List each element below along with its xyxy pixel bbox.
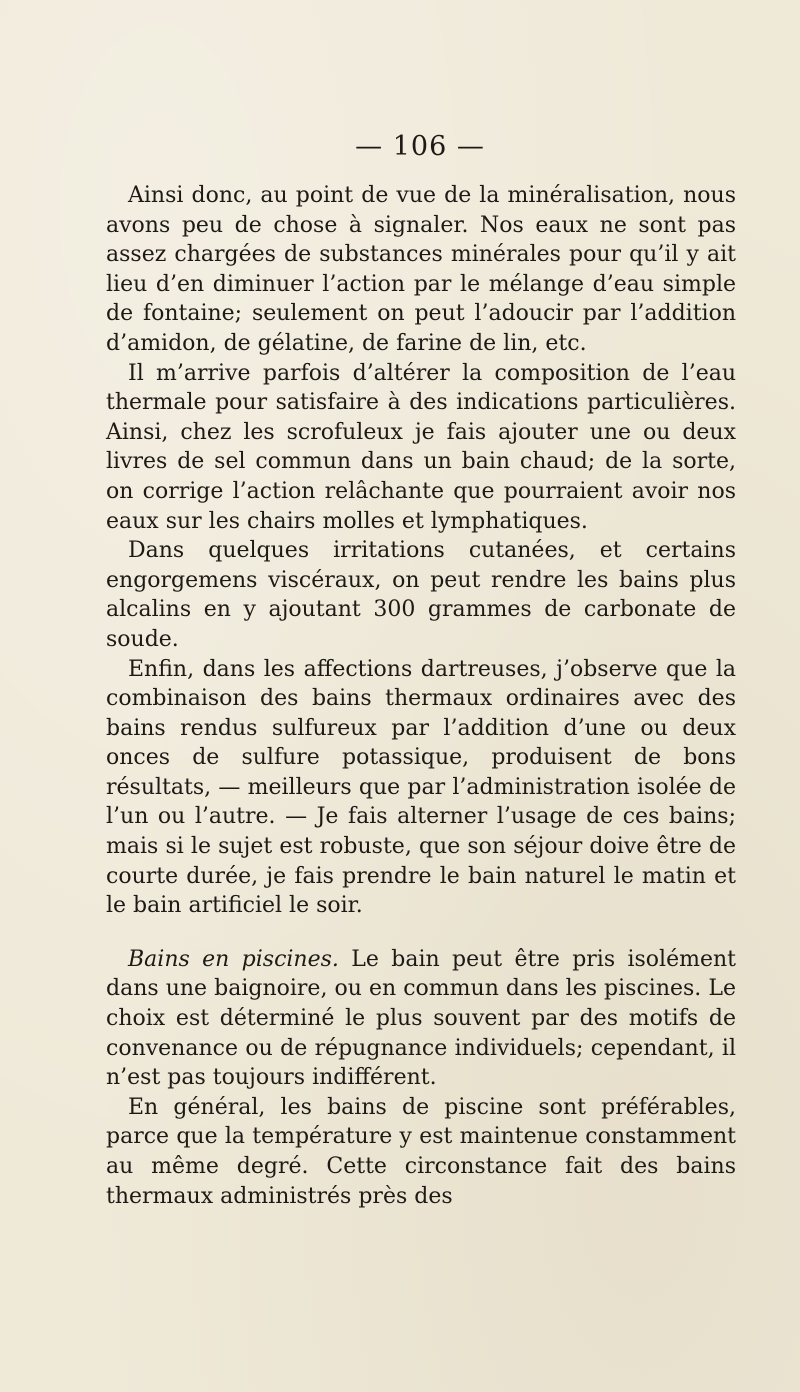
paragraph-irritations: Dans quelques irritations cutanées, et certains engorgemens viscéraux, on peut rendre les bains plus alcalins en y ajoutant 300 grammes de carbonate de soude. xyxy=(106,538,736,652)
page-body xyxy=(106,181,736,1211)
paragraph-mineralisation: Ainsi donc, au point de vue de la minéralisation, nous avons peu de chose à signaler. Nos eaux ne sont pas assez chargées de substances minérales pour qu’il y ait lieu d’en diminuer l’action par le mélange d’eau simple de fontaine; seulement on peut l’adoucir par l’addition d’amidon, de gélatine, de farine de lin, etc. xyxy=(106,183,736,356)
paragraph-composition: Il m’arrive parfois d’altérer la composition de l’eau thermale pour satisfaire à des indications particulières. Ainsi, chez les scrofuleux je fais ajouter une ou deux livres de sel commun dans un bain chaud; de la sorte, on corrige l’action relâchante que pourraient avoir nos eaux sur les chairs molles et lymphatiques. xyxy=(106,360,736,534)
section-paragraph-text: Le bain peut être pris isolément dans une baignoire, ou en commun dans les piscines. Le choix est déterminé le plus souvent par des motifs de convenance ou de répugnance individuels; cependant, il n’est pas toujours indifférent. xyxy=(106,946,736,1091)
section-title: Bains en piscines. xyxy=(128,946,339,972)
paragraph-general: En général, les bains de piscine sont préférables, parce que la température y est maintenue constamment au même degré. Cette circonstance fait des bains thermaux administrés près des xyxy=(106,1094,736,1209)
paragraph-dartreuses: Enfin, dans les affections dartreuses, j’observe que la combinaison des bains thermaux ordinaires avec des bains rendus sulfureux par l’addition d’une ou deux onces de sulfure potassique, produisent de bons résultats, — meilleurs que par l’administration isolée de l’un ou l’autre. — Je fais alterner l’usage de ces bains; mais si le sujet est robuste, que son séjour doive être de courte durée, je fais prendre le bain naturel le matin et le bain artificiel le soir. xyxy=(106,656,736,919)
page-number: — 106 — xyxy=(355,131,485,162)
section-spacer xyxy=(106,921,736,945)
paragraph-piscines xyxy=(106,945,736,1093)
